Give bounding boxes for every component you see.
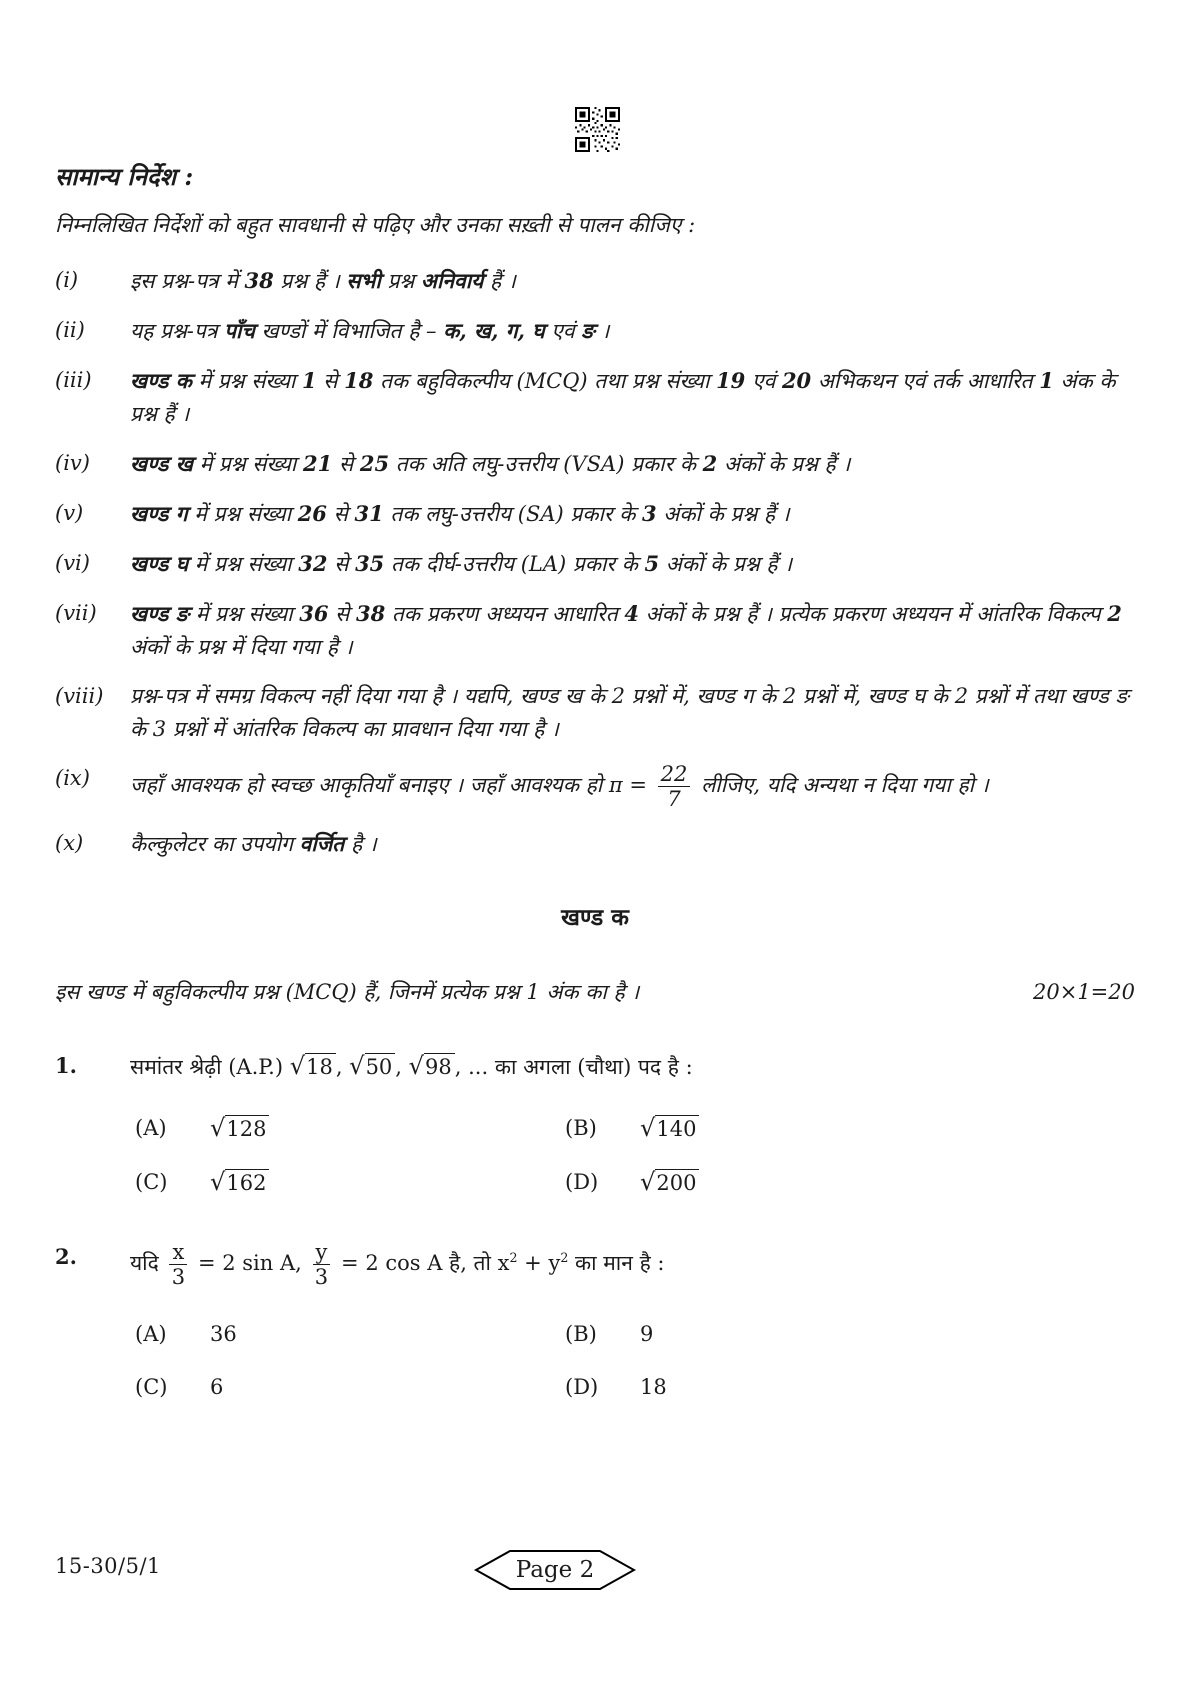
instruction-label: (vii) <box>55 601 97 625</box>
page-footer <box>0 1548 1190 1598</box>
instruction-text: कैल्कुलेटर का उपयोग वर्जित है । <box>130 831 377 857</box>
instruction-label: (ii) <box>55 318 85 342</box>
instruction-label: (viii) <box>55 684 104 708</box>
instruction-text: खण्ड ग में प्रश्न संख्या 26 से 31 तक लघु-उत्तरीय (SA) प्रकार के 3 अंकों के प्रश्न हैं । <box>130 501 790 526</box>
option-label: (B) <box>565 1321 597 1346</box>
option-value: 9 <box>640 1321 654 1346</box>
option-value: 18 <box>640 1374 667 1399</box>
option-label: (B) <box>565 1116 597 1141</box>
instruction-text: खण्ड घ में प्रश्न संख्या 32 से 35 तक दीर्घ-उत्तरीय (LA) प्रकार के 5 अंकों के प्रश्न हैं । <box>130 551 793 576</box>
qr-code-icon <box>575 107 620 152</box>
instruction-item-viii <box>55 680 1135 746</box>
instruction-text: खण्ड ख में प्रश्न संख्या 21 से 25 तक अति लघु-उत्तरीय (VSA) प्रकार के 2 अंकों के प्रश्न हैं । <box>130 451 851 476</box>
section-note-text: इस खण्ड में बहुविकल्पीय प्रश्न (MCQ) हैं, जिनमें प्रत्येक प्रश्न 1 अंक का है । <box>55 980 640 1005</box>
option-value: √140 <box>640 1112 1135 1146</box>
instruction-item-vii <box>55 597 1135 664</box>
option-label: (D) <box>565 1374 599 1399</box>
option-label: (A) <box>135 1321 167 1346</box>
instruction-label: (iv) <box>55 451 90 475</box>
instruction-text: खण्ड ङ में प्रश्न संख्या 36 से 38 तक प्रकरण अध्ययन आधारित 4 अंकों के प्रश्न हैं । प्रत्येक प्रकरण अध्ययन में आंतरिक विकल्प 2 अंकों के प्रश्न में दिया गया है । <box>130 601 1122 659</box>
question-text: समांतर श्रेढ़ी (A.P.) √18 , √50 , √98 , ... का अगला (चौथा) पद है : <box>130 1052 693 1081</box>
option-value: √162 <box>210 1166 565 1200</box>
instruction-text: इस प्रश्न-पत्र में 38 प्रश्न हैं । सभी प्रश्न अनिवार्य हैं । <box>130 268 516 293</box>
instruction-label: (iii) <box>55 368 92 392</box>
instruction-item-ii <box>55 314 1135 348</box>
option-value: 36 <box>210 1321 237 1346</box>
question-number: 2. <box>55 1244 77 1270</box>
option-label: (C) <box>135 1374 168 1399</box>
question-text: यदि $\frac{x}{3}$ = 2 sin A, $\frac{y}{3}$ = 2 cos A है, तो $x^2 + y^2$ का मान है : <box>130 1240 665 1290</box>
page-number-label: Page 2 <box>515 1557 595 1583</box>
option-label: (C) <box>135 1170 168 1195</box>
instructions-list <box>55 264 1135 861</box>
instruction-text: प्रश्न-पत्र में समग्र विकल्प नहीं दिया गया है । यद्यपि, खण्ड ख के 2 प्रश्नों में, खण्ड ग के 2 प्रश्नों में, खण्ड घ के 2 प्रश्नों में तथा खण्ड ङ के 3 प्रश्नों में आंतरिक विकल्प का प्रावधान दिया गया है । <box>130 684 1129 741</box>
instruction-item-iii <box>55 364 1135 431</box>
option-label: (A) <box>135 1116 167 1141</box>
instruction-item-i <box>55 264 1135 298</box>
instruction-text: खण्ड क में प्रश्न संख्या 1 से 18 तक बहुविकल्पीय (MCQ) तथा प्रश्न संख्या 19 एवं 20 अभिकथन एवं तर्क आधारित 1 अंक के प्रश्न हैं । <box>130 368 1116 426</box>
option-value: √200 <box>640 1166 1135 1200</box>
instruction-label: (vi) <box>55 551 90 575</box>
instruction-text: जहाँ आवश्यक हो स्वच्छ आकृतियाँ बनाइए । जहाँ आवश्यक हो π = $\frac{22}{7}$ लीजिए, यदि अन्यथा न दिया गया हो । <box>130 762 989 812</box>
section-a-note <box>55 976 1135 1009</box>
option-value: √128 <box>210 1112 565 1146</box>
question-1 <box>55 1049 1135 1200</box>
instruction-item-x <box>55 827 1135 861</box>
instruction-item-iv <box>55 447 1135 481</box>
question-1-options-row-1 <box>135 1112 1135 1146</box>
instruction-label: (i) <box>55 268 79 292</box>
page-number-badge <box>470 1548 640 1592</box>
instruction-label: (ix) <box>55 766 90 790</box>
instruction-item-ix <box>55 762 1135 811</box>
instruction-text: यह प्रश्न-पत्र पाँच खण्डों में विभाजित है – क, ख, ग, घ एवं ङ । <box>130 318 610 343</box>
general-instructions-heading: सामान्य निर्देश : <box>55 162 194 191</box>
section-marks: 20×1=20 <box>1033 980 1135 1005</box>
question-number: 1. <box>55 1053 77 1079</box>
question-2-options-row-2 <box>135 1371 1135 1404</box>
instruction-item-v <box>55 497 1135 531</box>
option-value: 6 <box>210 1374 224 1399</box>
instruction-label: (x) <box>55 831 84 856</box>
question-2-options-row-1 <box>135 1318 1135 1351</box>
option-label: (D) <box>565 1170 599 1195</box>
question-2 <box>55 1240 1135 1403</box>
paper-code: 15-30/5/1 <box>55 1554 161 1578</box>
instruction-label: (v) <box>55 501 84 525</box>
section-a-title: खण्ड क <box>561 904 629 932</box>
instruction-item-vi <box>55 547 1135 581</box>
instructions-intro: निम्नलिखित निर्देशों को बहुत सावधानी से पढ़िए और उनका सख़्ती से पालन कीजिए : <box>55 213 696 237</box>
question-1-options-row-2 <box>135 1166 1135 1200</box>
